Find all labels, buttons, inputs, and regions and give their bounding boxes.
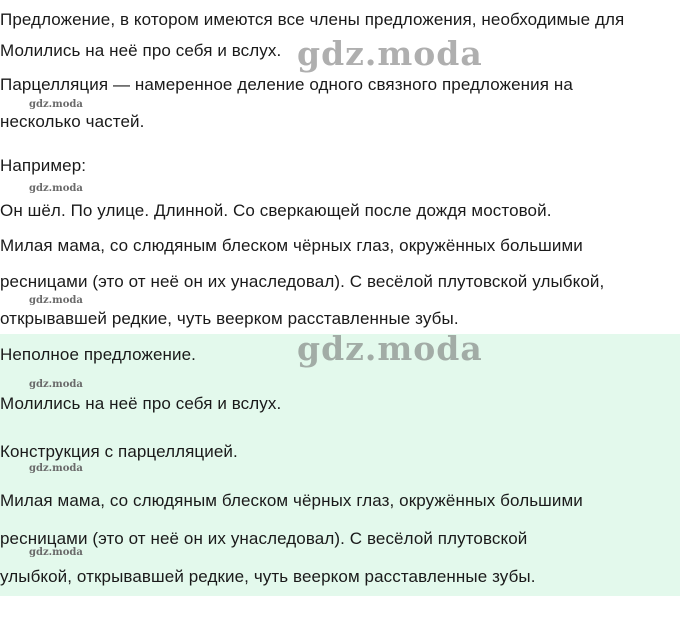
watermark-small: gdz.moda xyxy=(29,379,83,390)
answer-parcellation-line-2: ресницами (это от неё он их унаследовал). С весёлой плутовской xyxy=(0,529,528,548)
watermark-small: gdz.moda xyxy=(29,547,83,558)
example-line-1: Он шёл. По улице. Длинной. Со сверкающей после дождя мостовой. xyxy=(0,201,552,220)
watermark-small: gdz.moda xyxy=(29,183,83,194)
example-line-2: Милая мама, со слюдяным блеском чёрных глаз, окружённых большими xyxy=(0,236,583,255)
answer-block xyxy=(0,334,680,596)
example-line-4: открывавшей редкие, чуть веерком расставленные зубы. xyxy=(0,309,459,328)
parcellation-definition-line-2: несколько частей. xyxy=(0,112,145,131)
answer-parcellation-label: Конструкция с парцелляцией. xyxy=(0,442,238,461)
example-line-3: ресницами (это от неё он их унаследовал). С весёлой плутовской улыбкой, xyxy=(0,272,605,291)
watermark-small: gdz.moda xyxy=(29,99,83,110)
answer-incomplete-sentence-label: Неполное предложение. xyxy=(0,345,196,364)
watermark-small: gdz.moda xyxy=(29,463,83,474)
watermark-small: gdz.moda xyxy=(29,295,83,306)
example-heading: Например: xyxy=(0,156,87,175)
answer-parcellation-line-3: улыбкой, открывавшей редкие, чуть веерком расставленные зубы. xyxy=(0,567,536,586)
definition-line-2: Молились на неё про себя и вслух. xyxy=(0,41,282,60)
watermark-logo: gdz.moda xyxy=(297,34,483,73)
watermark-logo: gdz.moda xyxy=(297,329,483,368)
answer-parcellation-line-1: Милая мама, со слюдяным блеском чёрных глаз, окружённых большими xyxy=(0,491,583,510)
definition-line-1: Предложение, в котором имеются все члены предложения, необходимые для xyxy=(0,10,625,29)
answer-incomplete-sentence-example: Молились на неё про себя и вслух. xyxy=(0,394,282,413)
parcellation-definition-line-1: Парцелляция — намеренное деление одного связного предложения на xyxy=(0,75,573,94)
